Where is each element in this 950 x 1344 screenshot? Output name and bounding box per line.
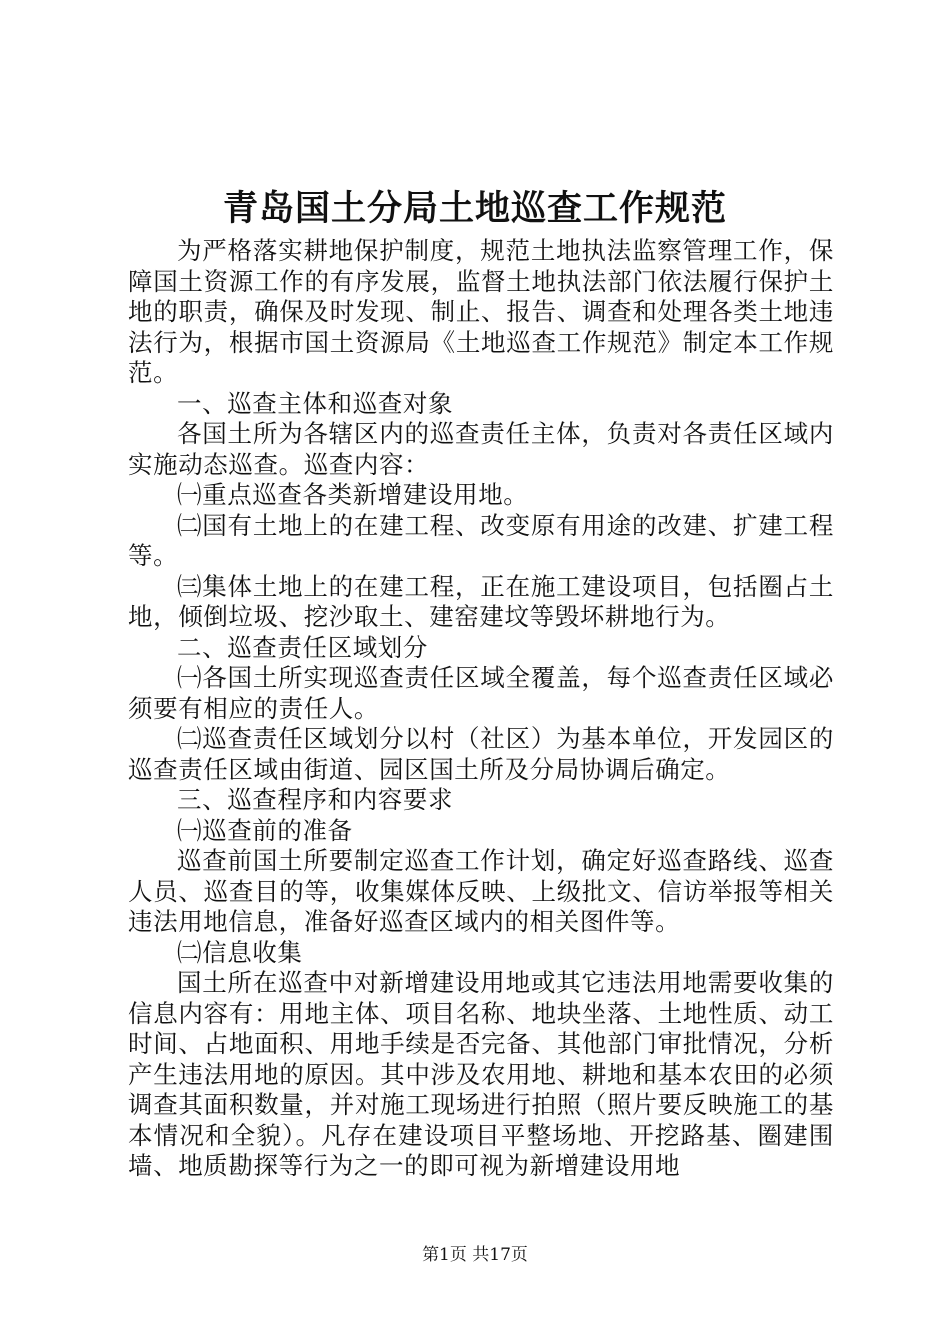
list-item: ㈢集体土地上的在建工程，正在施工建设项目，包括圈占土地，倾倒垃圾、挖沙取土、建窑建坟等毁坏耕地行为。 xyxy=(128,571,834,631)
paragraph: 国土所在巡查中对新增建设用地或其它违法用地需要收集的信息内容有：用地主体、项目名称、地块坐落、土地性质、动工时间、占地面积、用地手续是否完备、其他部门审批情况，分析产生违法用地的原因。其中涉及农用地、耕地和基本农田的必须调查其面积数量，并对施工现场进行拍照（照片要反映施工的基本情况和全貌）。凡存在建设项目平整场地、开挖路基、圈建围墙、地质勘探等行为之一的即可视为新增建设用地 xyxy=(128,968,834,1180)
paragraph: 各国土所为各辖区内的巡查责任主体，负责对各责任区域内实施动态巡查。巡查内容： xyxy=(128,419,834,479)
page-number-footer: 第1页 共17页 xyxy=(422,1245,528,1265)
list-item: ㈡国有土地上的在建工程、改变原有用途的改建、扩建工程等。 xyxy=(128,510,834,570)
subsection-heading: ㈡信息收集 xyxy=(177,937,303,967)
document-title: 青岛国土分局土地巡查工作规范 xyxy=(222,188,727,229)
section-heading-3: 三、巡查程序和内容要求 xyxy=(177,785,454,814)
section-heading-2: 二、巡查责任区域划分 xyxy=(177,632,428,662)
document-body xyxy=(128,236,834,1182)
paragraph: 巡查前国土所要制定巡查工作计划，确定好巡查路线、巡查人员、巡查目的等，收集媒体反映、上级批文、信访举报等相关违法用地信息，准备好巡查区域内的相关图件等。 xyxy=(128,846,834,936)
subsection-heading: ㈠巡查前的准备 xyxy=(177,815,353,845)
paragraph-intro: 为严格落实耕地保护制度，规范土地执法监察管理工作，保障国土资源工作的有序发展，监督土地执法部门依法履行保护土地的职责，确保及时发现、制止、报告、调查和处理各类土地违法行为，根据市国土资源局《土地巡查工作规范》制定本工作规范。 xyxy=(128,236,834,387)
section-heading-1: 一、巡查主体和巡查对象 xyxy=(177,388,454,418)
list-item: ㈠重点巡查各类新增建设用地。 xyxy=(177,480,529,509)
list-item: ㈠各国土所实现巡查责任区域全覆盖，每个巡查责任区域必须要有相应的责任人。 xyxy=(128,663,834,723)
list-item: ㈡巡查责任区域划分以村（社区）为基本单位，开发园区的巡查责任区域由街道、园区国土所及分局协调后确定。 xyxy=(128,724,834,784)
